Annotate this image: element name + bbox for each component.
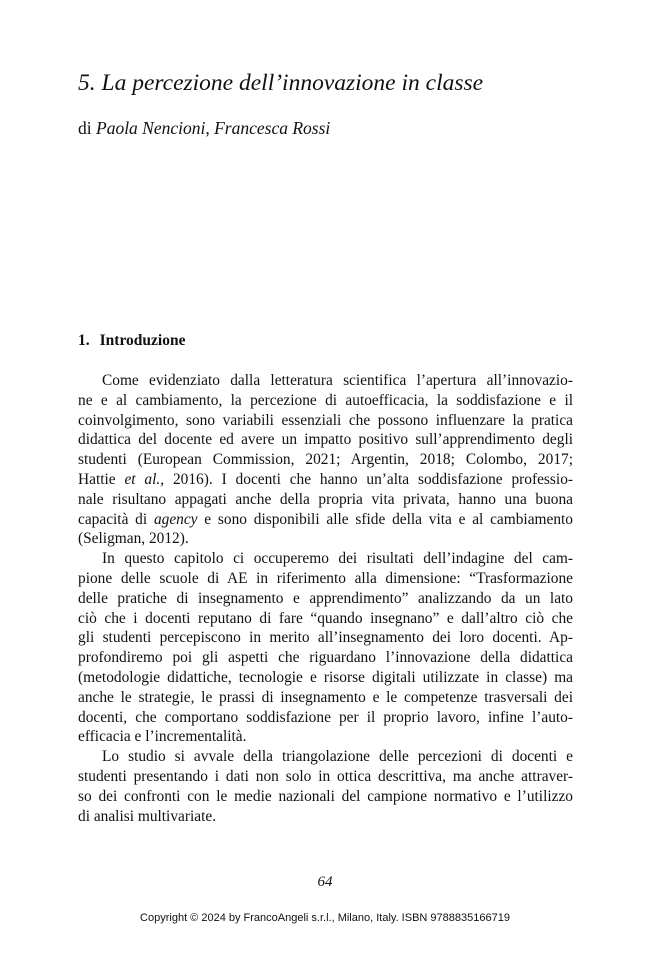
text-line bbox=[78, 470, 573, 490]
page-number: 64 bbox=[317, 874, 333, 890]
text-line: delle pratiche di insegnamento e apprendimento” analizzando da un lato bbox=[78, 589, 573, 607]
chapter-title: 5. La percezione dell’innovazione in classe bbox=[78, 70, 484, 96]
body-text bbox=[78, 371, 573, 826]
text-line: di analisi multivariate. bbox=[78, 807, 217, 825]
paragraph bbox=[78, 747, 573, 826]
text-line: studenti presentando i dati non solo in ottica descrittiva, ma anche attraver- bbox=[78, 767, 573, 785]
text-run: , 2016). I docenti che hanno un’alta soddisfazione professio- bbox=[160, 470, 574, 488]
text-line: nale risultano appagati anche della propria vita privata, hanno una buona bbox=[78, 490, 573, 508]
text-line: pione delle scuole di AE in riferimento alla dimensione: “Trasformazione bbox=[78, 569, 573, 587]
text-line: gli studenti percepiscono in merito all’insegnamento dei loro docenti. Ap- bbox=[78, 629, 573, 647]
authors-prefix: di bbox=[78, 118, 96, 138]
authors-names: Paola Nencioni, Francesca Rossi bbox=[96, 118, 331, 138]
text-run: Hattie bbox=[78, 470, 125, 488]
text-line: ne e al cambiamento, la percezione di autoefficacia, la soddisfazione e il bbox=[78, 391, 573, 409]
copyright-notice: Copyright © 2024 by FrancoAngeli s.r.l., Milano, Italy. ISBN 9788835166719 bbox=[140, 912, 510, 924]
text-line: (Seligman, 2012). bbox=[78, 530, 189, 548]
section-number: 1. bbox=[78, 332, 90, 349]
paragraph bbox=[78, 371, 573, 549]
italic-term: et al. bbox=[124, 470, 161, 488]
text-line: docenti, che comportano soddisfazione per il proprio lavoro, infine l’auto- bbox=[78, 708, 573, 726]
section-heading bbox=[78, 332, 185, 350]
section-title: Introduzione bbox=[99, 332, 186, 349]
chapter-authors bbox=[78, 118, 330, 139]
text-line: anche le strategie, le prassi di insegnamento e le competenze trasversali dei bbox=[78, 688, 573, 706]
italic-term: agency bbox=[153, 510, 198, 528]
text-line: so dei confronti con le medie nazionali del campione normativo e l’utilizzo bbox=[78, 787, 573, 805]
text-line: efficacia e l’incrementalità. bbox=[78, 728, 247, 746]
text-run: e sono disponibili alle sfide della vita e al cambiamento bbox=[197, 510, 573, 528]
text-line: didattica del docente ed avere un impatto positivo sull’apprendimento degli bbox=[78, 431, 573, 449]
text-line: ciò che i docenti reputano di fare “quando insegnano” e dall’altro ciò che bbox=[78, 609, 573, 627]
text-line: Come evidenziato dalla letteratura scientifica l’apertura all’innovazio- bbox=[102, 372, 573, 389]
paragraph bbox=[78, 549, 573, 747]
text-line: coinvolgimento, sono variabili essenziali che possono influenzare la pratica bbox=[78, 411, 573, 429]
text-line: (metodologie didattiche, tecnologie e risorse digitali utilizzate in classe) ma bbox=[78, 668, 573, 686]
text-line: studenti (European Commission, 2021; Argentin, 2018; Colombo, 2017; bbox=[78, 451, 573, 469]
text-line: profondiremo poi gli aspetti che riguardano l’innovazione della didattica bbox=[78, 649, 573, 667]
text-run: capacità di bbox=[78, 510, 154, 528]
text-line: In questo capitolo ci occuperemo dei risultati dell’indagine del cam- bbox=[102, 550, 573, 568]
text-line: Lo studio si avvale della triangolazione delle percezioni di docenti e bbox=[102, 748, 573, 766]
text-line bbox=[78, 510, 573, 530]
